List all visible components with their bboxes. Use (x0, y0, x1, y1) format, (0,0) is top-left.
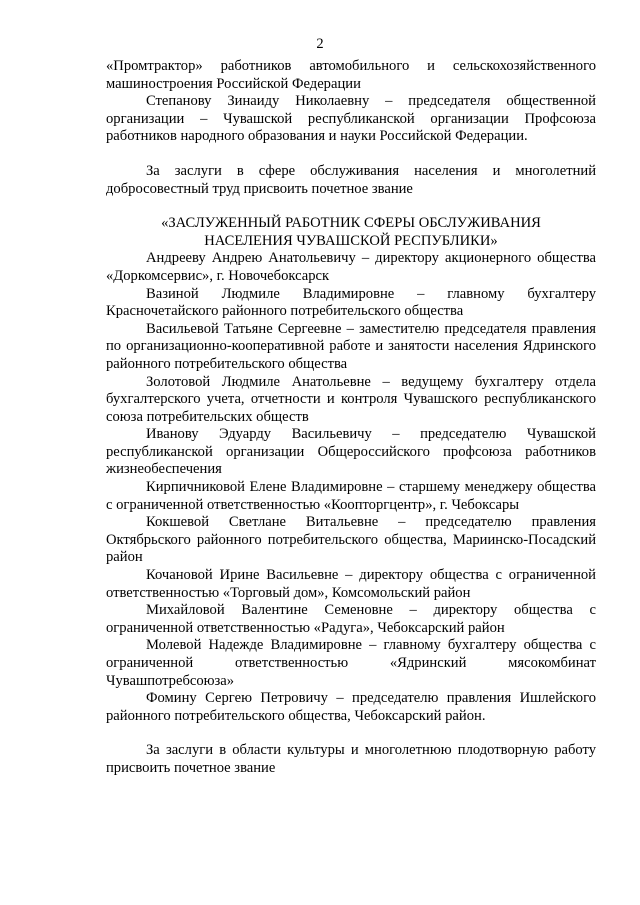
awardee-item: Васильевой Татьяне Сергеевне – заместителю председателя правления по организационно-кооперативной работе и занятости населения Ядринского районного потребительского общества (106, 320, 596, 372)
spacer (106, 198, 596, 215)
service-award-intro: За заслуги в сфере обслуживания населения и многолетний добросовестный труд присвоить почетное звание (106, 162, 596, 197)
awardee-item: Михайловой Валентине Семеновне – директору общества с ограниченной ответственностью «Радуга», Чебоксарский район (106, 602, 596, 636)
awardee-item: Иванову Эдуарду Васильевичу – председателю Чувашской республиканской организации Общероссийского профсоюза работников жизнеобеспечения (106, 426, 596, 478)
intro-paragraph-continuation: «Промтрактор» работников автомобильного и сельскохозяйственного машиностроения Российской Федерации (106, 58, 596, 92)
page-number: 2 (316, 36, 324, 52)
award-title-line-2: НАСЕЛЕНИЯ ЧУВАШСКОЙ РЕСПУБЛИКИ» (204, 232, 498, 249)
spacer (106, 146, 596, 163)
culture-award-intro: За заслуги в области культуры и многолетнюю плодотворную работу присвоить почетное звание (106, 742, 596, 776)
awardee-item: Фомину Сергею Петровичу – председателю правления Ишлейского районного потребительского общества, Чебоксарский район. (106, 690, 596, 724)
awardee-item: Андрееву Андрею Анатольевичу – директору акционерного общества «Доркомсервис», г. Новочебоксарск (106, 250, 596, 284)
awardee-item: Кокшевой Светлане Витальевне – председателю правления Октябрьского районного потребительского общества, Мариинско-Посадский район (106, 514, 596, 566)
intro-paragraph-stepanova: Степанову Зинаиду Николаевну – председателя общественной организации – Чувашской республиканской организации Профсоюза работников народного образования и науки Российской Федерации. (106, 93, 596, 145)
awardee-item: Молевой Надежде Владимировне – главному бухгалтеру общества с ограниченной ответственностью «Ядринский мясокомбинат Чувашпотребсоюза» (106, 637, 596, 689)
awardee-item: Вазиной Людмиле Владимировне – главному бухгалтеру Красночетайского районного потребительского общества (106, 285, 596, 320)
award-title-line-1: «ЗАСЛУЖЕННЫЙ РАБОТНИК СФЕРЫ ОБСЛУЖИВАНИЯ (161, 215, 541, 232)
awardee-item: Кирпичниковой Елене Владимировне – старшему менеджеру общества с ограниченной ответственностью «Коопторгцентр», г. Чебоксары (106, 479, 596, 513)
awardee-item: Кочановой Ирине Васильевне – директору общества с ограниченной ответственностью «Торговый дом», Комсомольский район (106, 567, 596, 601)
awardee-item: Золотовой Людмиле Анатольевне – ведущему бухгалтеру отдела бухгалтерского учета, отчетности и контроля Чувашского республиканского союза потребительских обществ (106, 373, 596, 425)
document-body (106, 58, 596, 778)
spacer (106, 725, 596, 742)
